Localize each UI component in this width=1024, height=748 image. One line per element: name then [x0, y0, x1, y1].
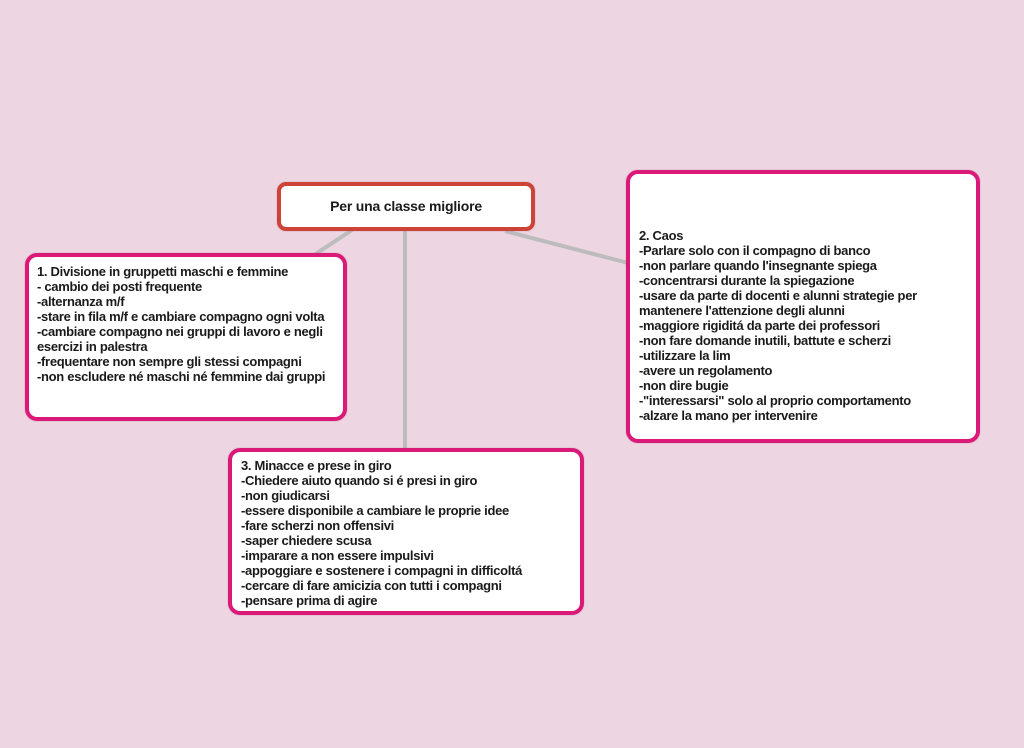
node-item: -usare da parte di docenti e alunni strategie per mantenere l'attenzione degli alunni — [639, 288, 917, 318]
node-item: -non escludere né maschi né femmine dai gruppi — [37, 369, 326, 384]
node-item: -cambiare compagno nei gruppi di lavoro e negli esercizi in palestra — [37, 324, 323, 354]
node-item: -frequentare non sempre gli stessi compagni — [37, 354, 302, 369]
node-item: -"interessarsi" solo al proprio comportamento — [639, 393, 911, 408]
connector-root-to-node-1 — [314, 230, 352, 255]
node-item: -Chiedere aiuto quando si é presi in giro — [241, 473, 478, 488]
node-item: -essere disponibile a cambiare le proprie idee — [241, 503, 509, 518]
node-item: -non parlare quando l'insegnante spiega — [639, 258, 877, 273]
node-item: -utilizzare la lim — [639, 348, 731, 363]
root-node[interactable] — [277, 182, 535, 231]
node-title: 3. Minacce e prese in giro — [241, 458, 392, 473]
node-item: -non dire bugie — [639, 378, 729, 393]
node-title: 1. Divisione in gruppetti maschi e femmine — [37, 264, 289, 279]
node-2-caos[interactable] — [626, 170, 980, 443]
node-item: -avere un regolamento — [639, 363, 773, 378]
node-item: -maggiore rigiditá da parte dei professori — [639, 318, 880, 333]
node-item: -alzare la mano per intervenire — [639, 408, 818, 423]
node-item: -saper chiedere scusa — [241, 533, 372, 548]
node-1-divisione-gruppetti[interactable] — [25, 253, 347, 421]
connector-root-to-node-2 — [505, 231, 632, 264]
node-item: -stare in fila m/f e cambiare compagno ogni volta — [37, 309, 325, 324]
node-item: -cercare di fare amicizia con tutti i compagni — [241, 578, 502, 593]
node-title: 2. Caos — [639, 228, 684, 243]
node-item: -pensare prima di agire — [241, 593, 378, 608]
node-item: -alternanza m/f — [37, 294, 125, 309]
root-node-label: Per una classe migliore — [330, 198, 482, 214]
node-3-minacce[interactable] — [228, 448, 584, 615]
node-item: -concentrarsi durante la spiegazione — [639, 273, 855, 288]
node-item: -fare scherzi non offensivi — [241, 518, 394, 533]
node-item: -appoggiare e sostenere i compagni in difficoltá — [241, 563, 523, 578]
node-item: - cambio dei posti frequente — [37, 279, 202, 294]
node-item: -imparare a non essere impulsivi — [241, 548, 434, 563]
node-item: -non fare domande inutili, battute e scherzi — [639, 333, 891, 348]
node-item: -Parlare solo con il compagno di banco — [639, 243, 871, 258]
node-item: -non giudicarsi — [241, 488, 330, 503]
